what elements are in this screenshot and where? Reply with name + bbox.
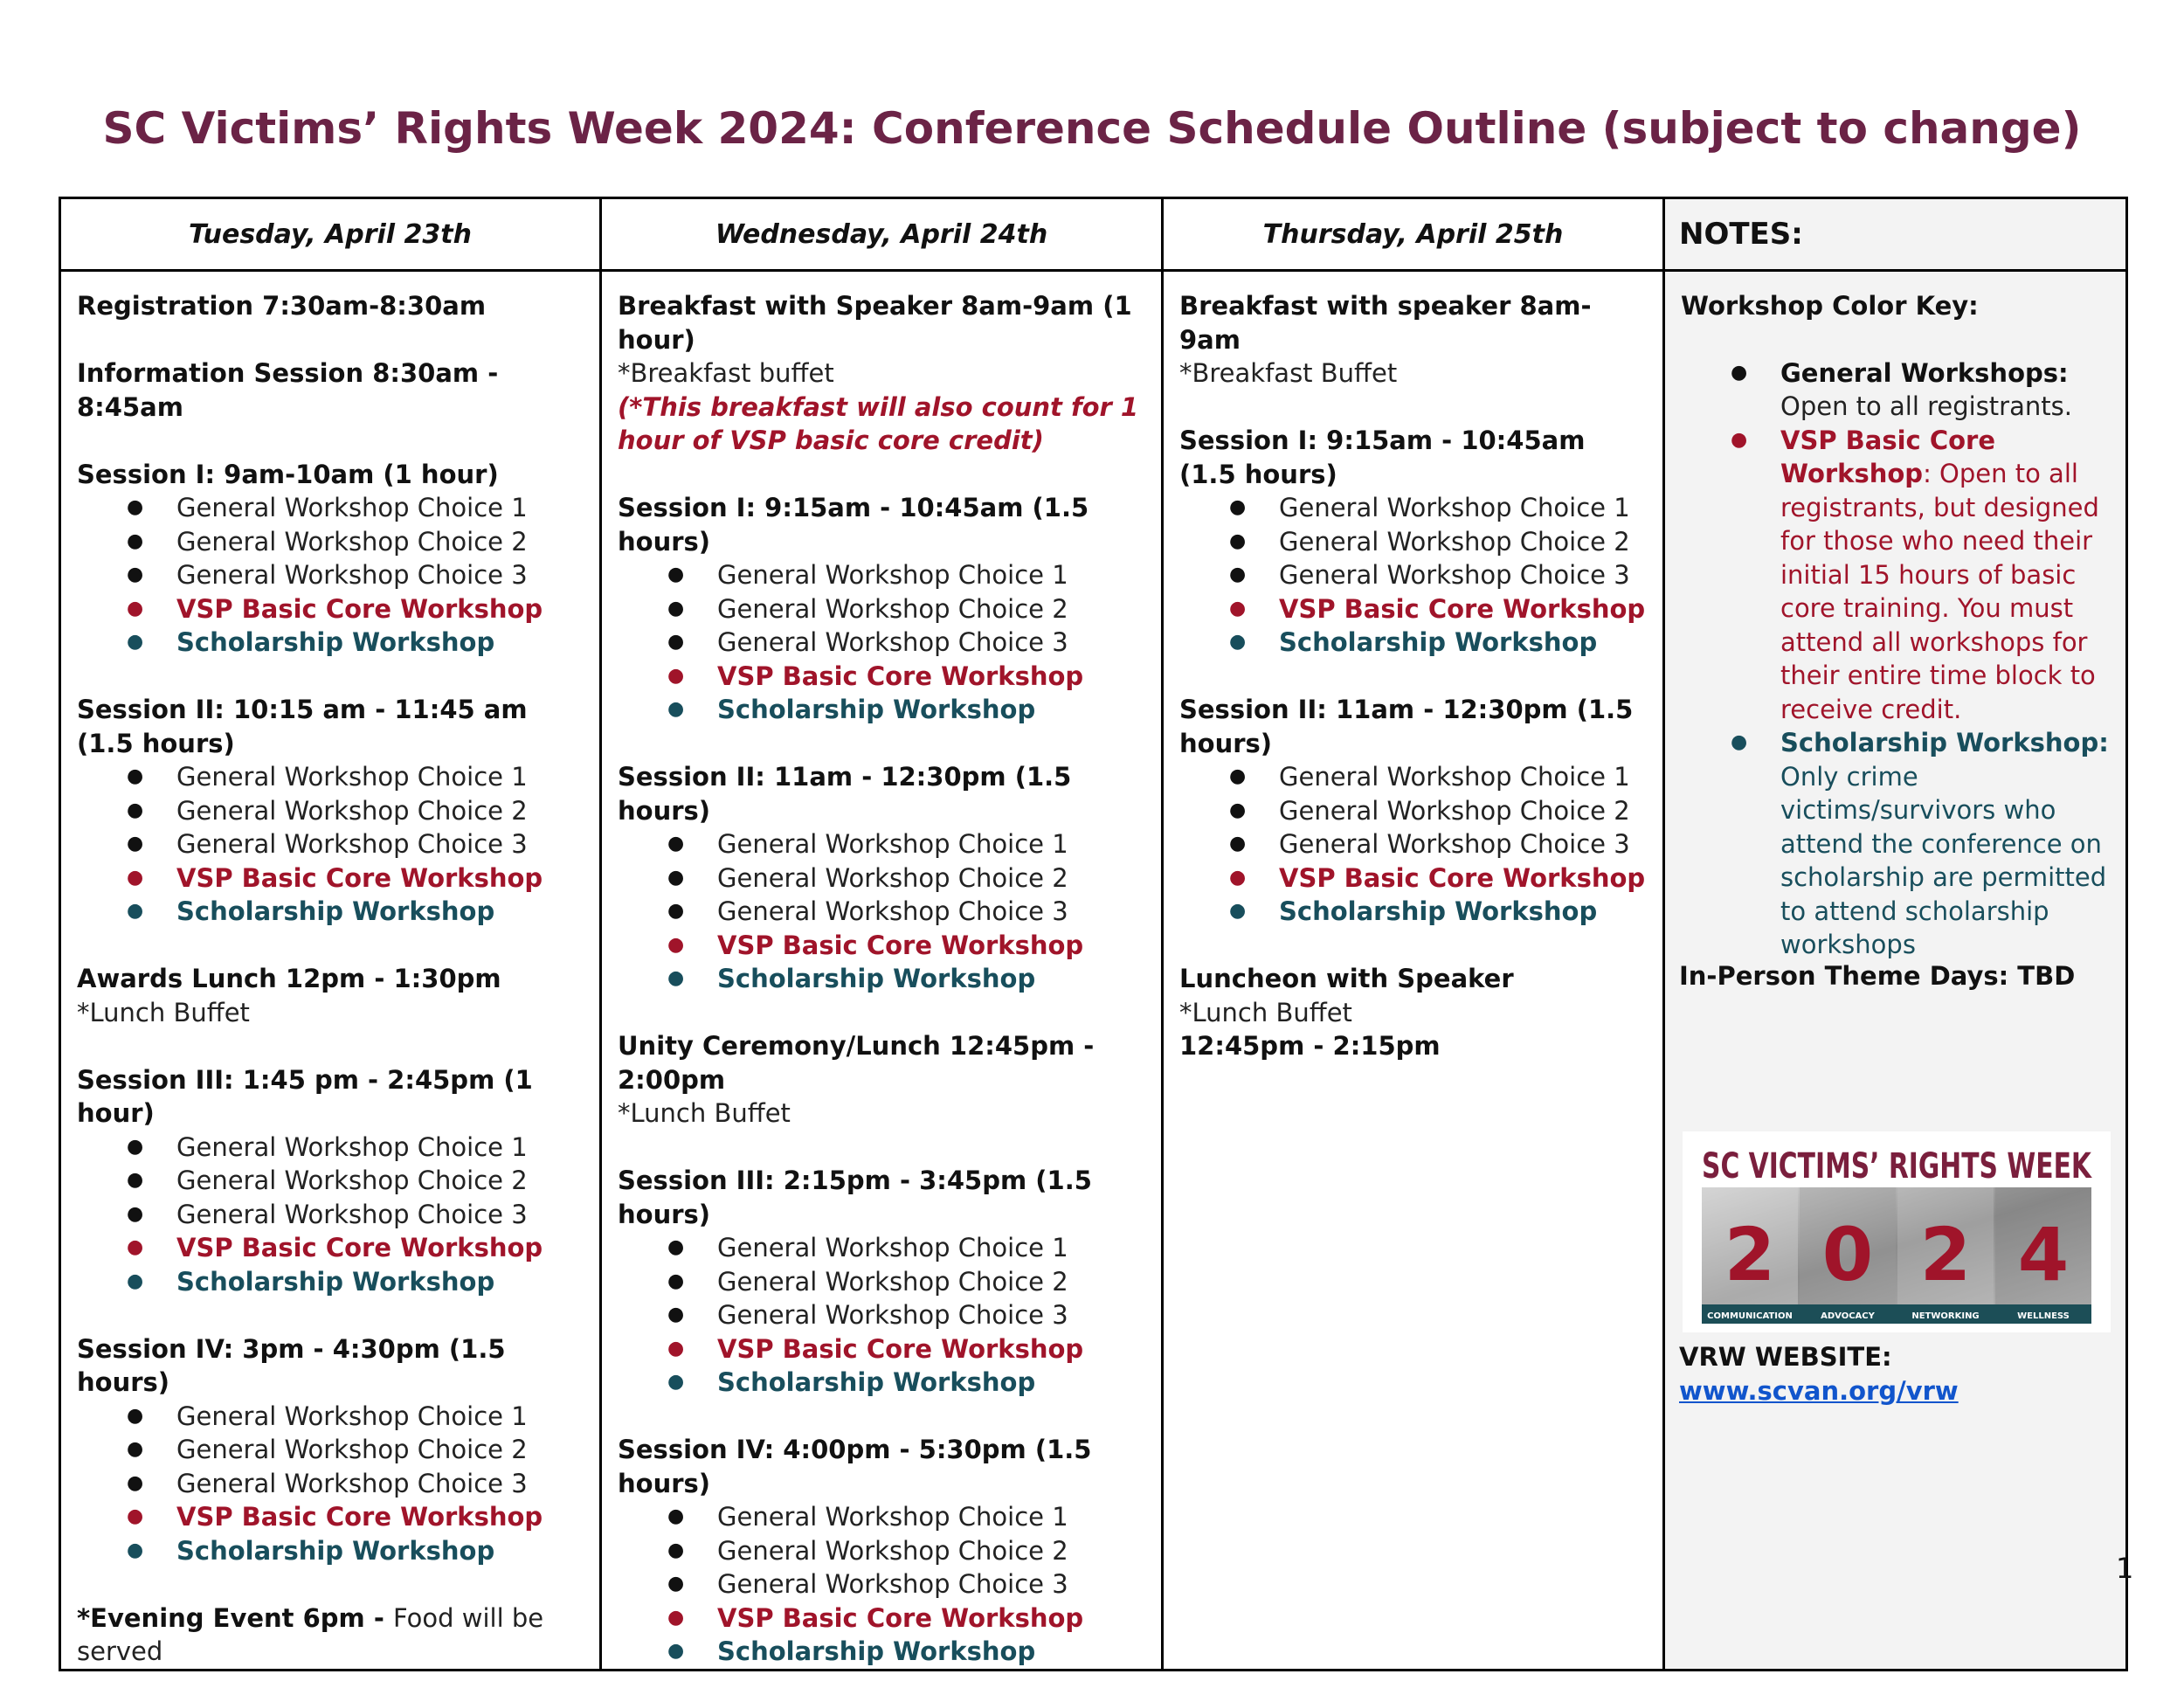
workshop-option: ● General Workshop Choice 1 bbox=[667, 1500, 1145, 1534]
tuesday-session-2 bbox=[77, 693, 584, 929]
logo-digit: 4 bbox=[2017, 1212, 2070, 1297]
logo-word: COMMUNICATION bbox=[1707, 1311, 1793, 1321]
workshop-list bbox=[618, 827, 1145, 996]
vsp-workshop-option: ● VSP Basic Core Workshop bbox=[127, 861, 584, 896]
thursday-session-1 bbox=[1179, 424, 1647, 660]
wednesday-breakfast bbox=[618, 289, 1145, 458]
logo-word: WELLNESS bbox=[2017, 1311, 2070, 1321]
key-general bbox=[1731, 356, 2110, 424]
scholarship-workshop-option: ● Scholarship Workshop bbox=[1229, 895, 1647, 929]
wednesday-session-1 bbox=[618, 491, 1145, 727]
evening-event-title: *Evening Event 6pm - bbox=[77, 1602, 394, 1633]
scholarship-workshop-option: ● Scholarship Workshop bbox=[127, 1534, 584, 1568]
workshop-option: ● General Workshop Choice 1 bbox=[127, 1400, 584, 1434]
session-title: Session IV: 4:00pm - 5:30pm (1.5 hours) bbox=[618, 1435, 1092, 1498]
color-key-list bbox=[1681, 356, 2110, 962]
workshop-list bbox=[1179, 491, 1647, 660]
workshop-option: ● General Workshop Choice 3 bbox=[127, 558, 584, 592]
thursday-luncheon bbox=[1179, 962, 1647, 1063]
vsp-workshop-option: ● VSP Basic Core Workshop bbox=[1229, 592, 1647, 626]
logo-digit: 2 bbox=[1919, 1212, 1972, 1297]
vsp-workshop-option: ● VSP Basic Core Workshop bbox=[667, 1332, 1145, 1366]
event-time: 12:45pm - 2:15pm bbox=[1179, 1031, 1441, 1061]
page-title: SC Victims’ Rights Week 2024: Conference Schedule Outline (subject to change) bbox=[102, 103, 2082, 154]
key-vsp bbox=[1731, 424, 2110, 727]
workshop-list bbox=[77, 760, 584, 929]
workshop-option: ● General Workshop Choice 2 bbox=[127, 1164, 584, 1198]
wednesday-column bbox=[601, 271, 1163, 1671]
workshop-option: ● General Workshop Choice 2 bbox=[1229, 525, 1647, 559]
page-number: 1 bbox=[2116, 1552, 2134, 1585]
scholarship-workshop-option: ● Scholarship Workshop bbox=[1229, 626, 1647, 660]
tuesday-session-4 bbox=[77, 1332, 584, 1568]
workshop-list bbox=[618, 1231, 1145, 1400]
workshop-option: ● General Workshop Choice 3 bbox=[667, 895, 1145, 929]
vsp-workshop-option: ● VSP Basic Core Workshop bbox=[127, 592, 584, 626]
event-note: *Lunch Buffet bbox=[1179, 997, 1352, 1027]
workshop-option: ● General Workshop Choice 3 bbox=[667, 1567, 1145, 1601]
credit-note: (*This breakfast will also count for 1 hour of VSP basic core credit) bbox=[618, 391, 1139, 455]
website-label: VRW WEBSITE: bbox=[1679, 1342, 1892, 1372]
workshop-option: ● General Workshop Choice 3 bbox=[127, 827, 584, 861]
key-scholarship bbox=[1731, 726, 2110, 962]
event-title: Breakfast with speaker 8am-9am bbox=[1179, 291, 1592, 355]
logo-digit: 0 bbox=[1821, 1212, 1874, 1297]
tuesday-session-1 bbox=[77, 458, 584, 660]
notes-header: NOTES: bbox=[1664, 198, 2127, 271]
vrw-logo bbox=[1683, 1131, 2111, 1332]
session-title: Session III: 1:45 pm - 2:45pm (1 hour) bbox=[77, 1064, 533, 1128]
session-title: Session II: 11am - 12:30pm (1.5 hours) bbox=[618, 762, 1072, 826]
event-title: Breakfast with Speaker 8am-9am (1 hour) bbox=[618, 291, 1132, 355]
thursday-breakfast bbox=[1179, 289, 1647, 391]
workshop-option: ● General Workshop Choice 1 bbox=[127, 491, 584, 525]
logo-title: SC VICTIMS’ RIGHTS WEEK bbox=[1702, 1146, 2093, 1186]
registration-item: Registration 7:30am-8:30am bbox=[77, 291, 487, 321]
evening-event bbox=[77, 1601, 584, 1669]
vsp-workshop-option: ● VSP Basic Core Workshop bbox=[1229, 861, 1647, 896]
key-vsp-desc: : Open to all registrants, but designed for those who need their initial 15 hours of basic core training. You must attend all workshops for their entire time block to receive credit. bbox=[1780, 459, 2099, 724]
event-title: Luncheon with Speaker bbox=[1179, 964, 1514, 993]
workshop-option: ● General Workshop Choice 2 bbox=[667, 1265, 1145, 1299]
tuesday-column bbox=[60, 271, 601, 1671]
vsp-workshop-option: ● VSP Basic Core Workshop bbox=[127, 1500, 584, 1534]
workshop-option: ● General Workshop Choice 2 bbox=[127, 794, 584, 828]
scholarship-workshop-option: ● Scholarship Workshop bbox=[667, 693, 1145, 727]
unity-ceremony bbox=[618, 1029, 1145, 1131]
thursday-header: Thursday, April 25th bbox=[1163, 198, 1664, 271]
event-note: *Lunch Buffet bbox=[618, 1098, 791, 1128]
logo-word: ADVOCACY bbox=[1821, 1311, 1875, 1321]
session-title: Session III: 2:15pm - 3:45pm (1.5 hours) bbox=[618, 1166, 1092, 1229]
workshop-option: ● General Workshop Choice 3 bbox=[667, 626, 1145, 660]
workshop-option: ● General Workshop Choice 1 bbox=[127, 760, 584, 794]
workshop-option: ● General Workshop Choice 2 bbox=[1229, 794, 1647, 828]
info-session-item: Information Session 8:30am - 8:45am bbox=[77, 358, 499, 422]
logo-word: NETWORKING bbox=[1911, 1311, 1980, 1321]
key-general-title: ● General Workshops: bbox=[1780, 357, 2069, 388]
event-note: *Breakfast Buffet bbox=[1179, 358, 1398, 388]
key-scholarship-desc: Only crime victims/survivors who attend the conference on scholarship are permitted to attend scholarship workshops bbox=[1780, 761, 2107, 959]
session-title: Session I: 9:15am - 10:45am (1.5 hours) bbox=[1179, 425, 1586, 489]
workshop-list bbox=[77, 1400, 584, 1568]
scholarship-workshop-option: ● Scholarship Workshop bbox=[667, 1366, 1145, 1400]
workshop-option: ● General Workshop Choice 3 bbox=[1229, 558, 1647, 592]
tuesday-header: Tuesday, April 23th bbox=[60, 198, 601, 271]
workshop-option: ● General Workshop Choice 2 bbox=[127, 525, 584, 559]
logo-digit: 2 bbox=[1724, 1212, 1776, 1297]
workshop-option: ● General Workshop Choice 1 bbox=[1229, 491, 1647, 525]
vsp-workshop-option: ● VSP Basic Core Workshop bbox=[667, 660, 1145, 694]
workshop-option: ● General Workshop Choice 1 bbox=[667, 558, 1145, 592]
wednesday-header: Wednesday, April 24th bbox=[601, 198, 1163, 271]
scholarship-workshop-option: ● Scholarship Workshop bbox=[127, 1265, 584, 1299]
tuesday-session-3 bbox=[77, 1063, 584, 1299]
scholarship-workshop-option: ● Scholarship Workshop bbox=[127, 626, 584, 660]
awards-lunch bbox=[77, 962, 584, 1029]
workshop-option: ● General Workshop Choice 2 bbox=[667, 861, 1145, 896]
session-title: Session II: 10:15 am - 11:45 am (1.5 hours) bbox=[77, 695, 528, 758]
scholarship-workshop-option: ● Scholarship Workshop bbox=[667, 962, 1145, 996]
workshop-list bbox=[77, 1131, 584, 1299]
workshop-option: ● General Workshop Choice 1 bbox=[667, 827, 1145, 861]
event-note: *Lunch Buffet bbox=[77, 997, 250, 1027]
workshop-list bbox=[77, 491, 584, 660]
workshop-option: ● General Workshop Choice 3 bbox=[667, 1298, 1145, 1332]
workshop-option: ● General Workshop Choice 2 bbox=[667, 1534, 1145, 1568]
theme-days: In-Person Theme Days: TBD bbox=[1679, 961, 2076, 991]
evening-event-note: Food will be served bbox=[77, 1602, 544, 1666]
session-title: Session IV: 3pm - 4:30pm (1.5 hours) bbox=[77, 1333, 506, 1397]
workshop-option: ● General Workshop Choice 1 bbox=[1229, 760, 1647, 794]
key-general-desc: Open to all registrants. bbox=[1780, 391, 2072, 421]
thursday-column bbox=[1163, 271, 1664, 1671]
key-scholarship-title: ● Scholarship Workshop: bbox=[1780, 728, 2109, 757]
workshop-option: ● General Workshop Choice 1 bbox=[667, 1231, 1145, 1265]
workshop-option: ● General Workshop Choice 1 bbox=[127, 1131, 584, 1165]
key-vsp-title: VSP Basic Core Workshop bbox=[1780, 425, 1996, 488]
color-key-title: Workshop Color Key: bbox=[1681, 291, 1979, 321]
workshop-list bbox=[618, 558, 1145, 727]
thursday-session-2 bbox=[1179, 693, 1647, 929]
wednesday-session-4 bbox=[618, 1433, 1145, 1669]
session-title: Session I: 9am-10am (1 hour) bbox=[77, 459, 499, 489]
session-title: Session II: 11am - 12:30pm (1.5 hours) bbox=[1179, 695, 1634, 758]
session-title: Session I: 9:15am - 10:45am (1.5 hours) bbox=[618, 493, 1089, 557]
wednesday-session-3 bbox=[618, 1164, 1145, 1400]
vsp-workshop-option: ● VSP Basic Core Workshop bbox=[667, 929, 1145, 963]
workshop-option: ● General Workshop Choice 2 bbox=[667, 592, 1145, 626]
workshop-list bbox=[618, 1500, 1145, 1669]
workshop-option: ● General Workshop Choice 3 bbox=[127, 1467, 584, 1501]
website-link[interactable]: www.scvan.org/vrw bbox=[1679, 1376, 1959, 1406]
workshop-option: ● General Workshop Choice 3 bbox=[127, 1198, 584, 1232]
vsp-workshop-option: ● VSP Basic Core Workshop bbox=[667, 1601, 1145, 1636]
event-title: Unity Ceremony/Lunch 12:45pm - 2:00pm bbox=[618, 1031, 1095, 1095]
workshop-list bbox=[1179, 760, 1647, 929]
vsp-workshop-option: ● VSP Basic Core Workshop bbox=[127, 1231, 584, 1265]
workshop-option: ● General Workshop Choice 2 bbox=[127, 1433, 584, 1467]
schedule-table bbox=[59, 197, 2128, 1671]
event-note: *Breakfast buffet bbox=[618, 358, 834, 388]
event-title: Awards Lunch 12pm - 1:30pm bbox=[77, 964, 501, 993]
wednesday-session-2 bbox=[618, 760, 1145, 996]
scholarship-workshop-option: ● Scholarship Workshop bbox=[127, 895, 584, 929]
workshop-option: ● General Workshop Choice 3 bbox=[1229, 827, 1647, 861]
scholarship-workshop-option: ● Scholarship Workshop bbox=[667, 1635, 1145, 1669]
